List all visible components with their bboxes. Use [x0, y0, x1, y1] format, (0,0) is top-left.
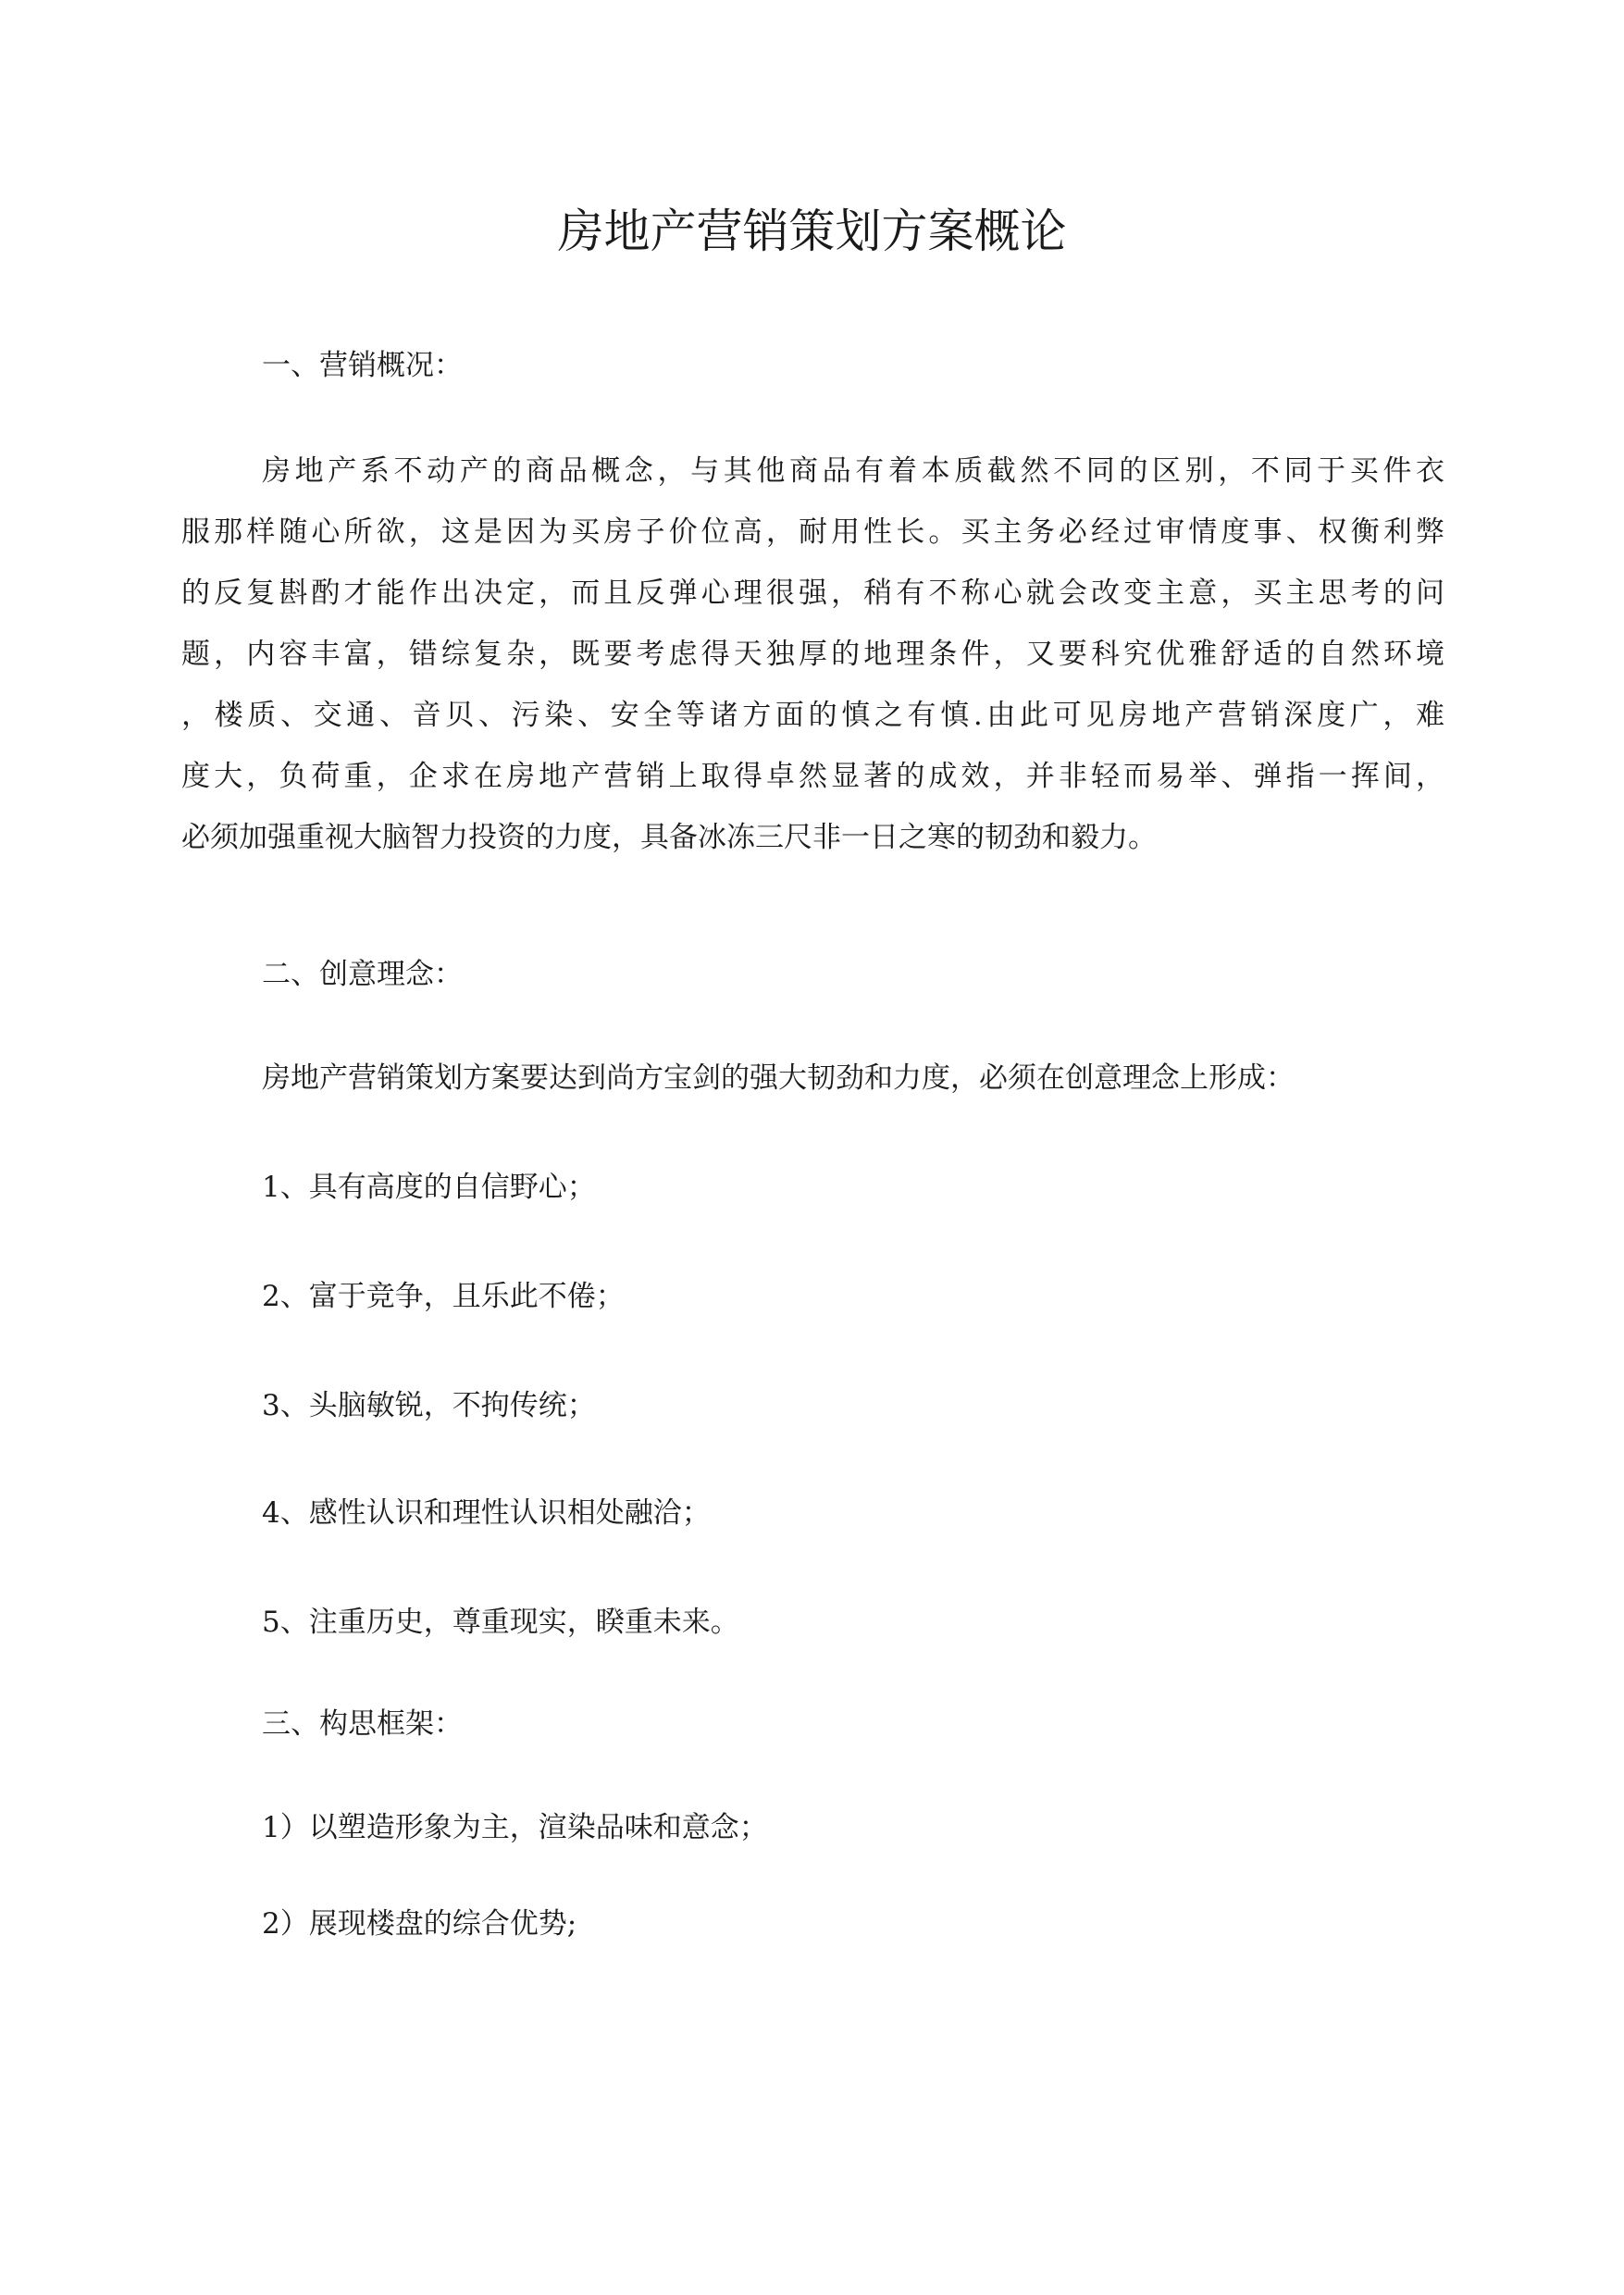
- paragraph-line: 题，内容丰富，错综复杂，既要考虑得天独厚的地理条件，又要科究优雅舒适的自然环境: [181, 638, 1444, 671]
- list-item: 4、感性认识和理性认识相处融洽；: [262, 1496, 711, 1530]
- section-heading-overview: 一、营销概况：: [262, 349, 463, 382]
- paragraph-line: 度大，负荷重，企求在房地产营销上取得卓然显著的成效，并非轻而易举、弹指一挥间，: [181, 760, 1444, 793]
- overview-paragraph: [181, 440, 1444, 868]
- list-item: 2）展现楼盘的综合优势;: [262, 1907, 577, 1941]
- creative-concept-intro: 房地产营销策划方案要达到尚方宝剑的强大韧劲和力度，必须在创意理念上形成：: [262, 1061, 1295, 1095]
- paragraph-line: 必须加强重视大脑智力投资的力度，具备冰冻三尺非一日之寒的韧劲和毅力。: [181, 821, 1157, 854]
- paragraph-line: ，楼质、交通、音贝、污染、安全等诸方面的慎之有慎.由此可见房地产营销深度广，难: [181, 699, 1444, 732]
- section-heading-creative-concept: 二、创意理念：: [262, 958, 463, 991]
- paragraph-line: 服那样随心所欲，这是因为买房子价位高，耐用性长。买主务必经过审情度事、权衡利弊: [181, 515, 1444, 549]
- paragraph-line: 的反复斟酌才能作出决定，而且反弹心理很强，稍有不称心就会改变主意，买主思考的问: [181, 577, 1444, 610]
- paragraph-line: 房地产系不动产的商品概念，与其他商品有着本质截然不同的区别，不同于买件衣: [262, 454, 1444, 488]
- document-title: 房地产营销策划方案概论: [557, 205, 1067, 258]
- list-item: 1）以塑造形象为主，渲染品味和意念；: [262, 1811, 768, 1844]
- section-heading-framework: 三、构思框架：: [262, 1707, 463, 1741]
- list-item: 3、头脑敏锐，不拘传统；: [262, 1389, 596, 1422]
- list-item: 5、注重历史，尊重现实，睽重未来。: [262, 1606, 739, 1639]
- list-item: 2、富于竞争，且乐此不倦；: [262, 1280, 625, 1313]
- list-item: 1、具有高度的自信野心；: [262, 1171, 596, 1204]
